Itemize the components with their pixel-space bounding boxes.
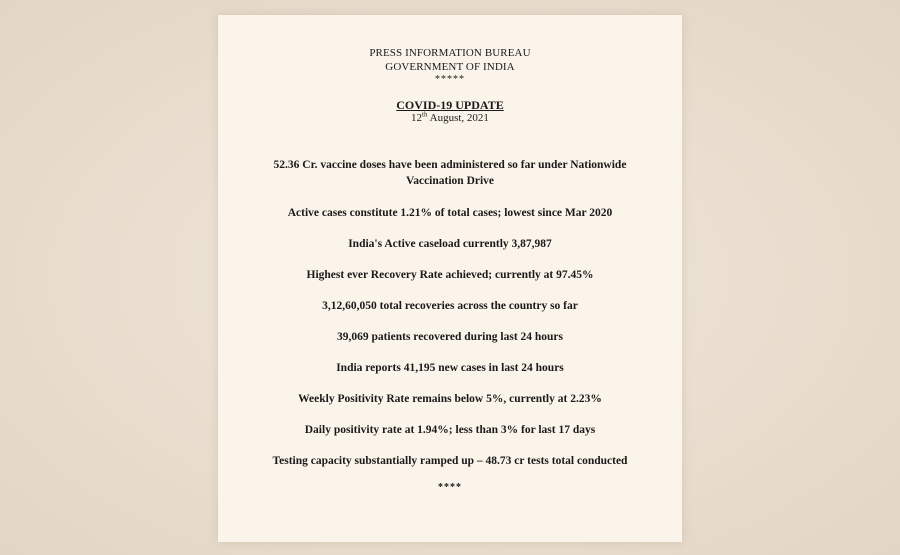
highlight-item: India reports 41,195 new cases in last 24 hours: [336, 362, 564, 374]
highlight-item: Active cases constitute 1.21% of total cases; lowest since Mar 2020: [287, 207, 613, 219]
government-name: GOVERNMENT OF INDIA: [385, 61, 515, 73]
highlight-item: Highest ever Recovery Rate achieved; currently at 97.45%: [306, 269, 594, 281]
issuer-name: PRESS INFORMATION BUREAU: [369, 47, 531, 59]
document-title: COVID-19 UPDATE: [396, 98, 504, 112]
highlight-item: Testing capacity substantially ramped up – 48.73 cr tests total conducted: [272, 455, 628, 467]
press-release-document: [218, 15, 682, 542]
highlight-item: 52.36 Cr. vaccine doses have been administered so far under Nationwide Vaccination Drive: [273, 159, 627, 187]
highlight-item: 3,12,60,050 total recoveries across the country so far: [322, 300, 578, 312]
date-suffix: th: [422, 110, 428, 119]
highlight-item: Weekly Positivity Rate remains below 5%, currently at 2.23%: [298, 393, 602, 405]
highlight-item: 39,069 patients recovered during last 24 hours: [336, 331, 564, 343]
date-day: 12: [411, 112, 423, 124]
highlight-item: Daily positivity rate at 1.94%; less than 3% for last 17 days: [304, 424, 596, 436]
highlight-item: India's Active caseload currently 3,87,987: [348, 238, 552, 250]
date-month-year: August, 2021: [427, 112, 489, 124]
header-separator: *****: [435, 74, 465, 85]
release-date: [218, 112, 682, 124]
end-marker: ****: [438, 482, 462, 493]
